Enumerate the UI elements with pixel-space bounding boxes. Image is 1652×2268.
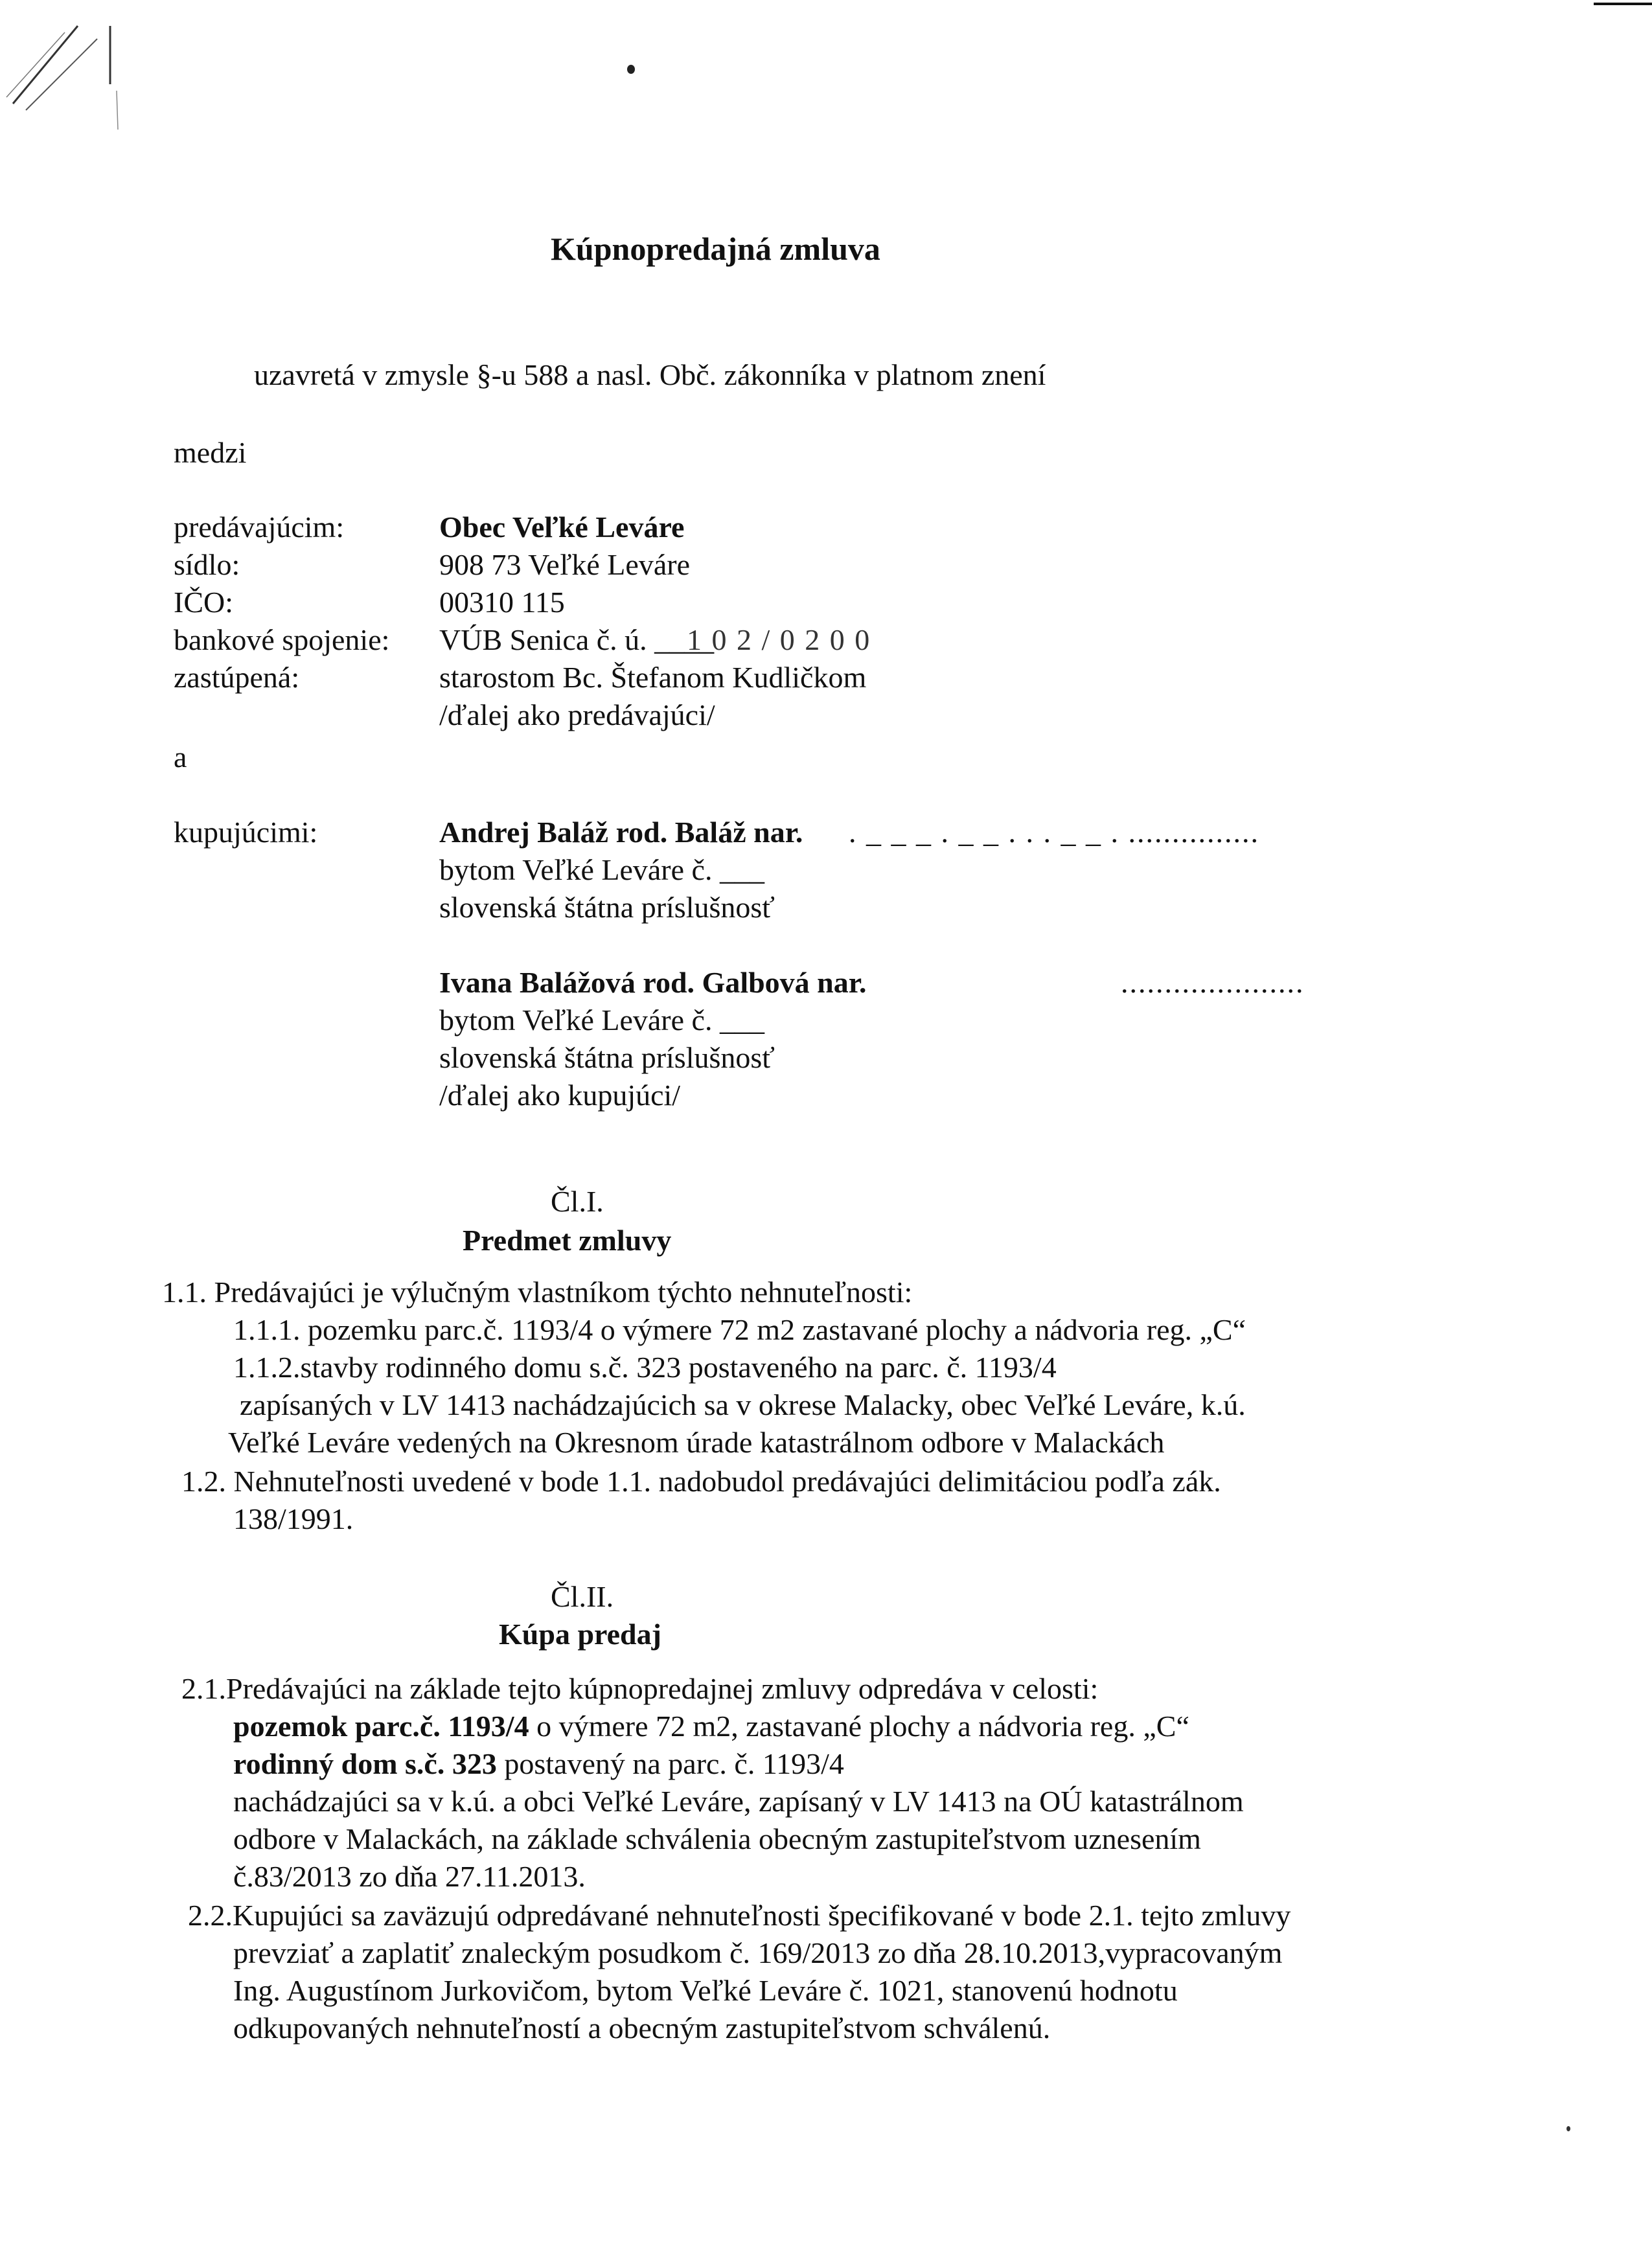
- scan-top-right-line: [1594, 0, 1652, 13]
- ico-label: IČO:: [174, 586, 233, 619]
- article2-line: nachádzajúci sa v k.ú. a obci Veľké Leváre, zapísaný v LV 1413 na OÚ katastrálnom: [233, 1785, 1244, 1818]
- house-parcel-desc: postavený na parc. č. 1193/4: [496, 1747, 844, 1780]
- article1-title: Predmet zmluvy: [463, 1224, 672, 1257]
- buyer2-address: bytom Veľké Leváre č. ___: [439, 1003, 764, 1037]
- buyers-label: kupujúcimi:: [174, 816, 318, 849]
- seat-label: sídlo:: [174, 548, 240, 581]
- buyer2-citizenship: slovenská štátna príslušnosť: [439, 1041, 775, 1074]
- buyers-alias: /ďalej ako kupujúci/: [439, 1079, 681, 1112]
- legal-basis: uzavretá v zmysle §-u 588 a nasl. Obč. zákonníka v platnom znení: [254, 358, 1046, 391]
- article2-line: 2.2.Kupujúci sa zaväzujú odpredávané nehnuteľnosti špecifikované v bode 2.1. tejto zmluvy: [188, 1899, 1291, 1932]
- bank-label: bankové spojenie:: [174, 623, 390, 656]
- represented-label: zastúpená:: [174, 661, 300, 694]
- bank-redacted-account: 1 0 2 / 0 2 0 0: [687, 623, 871, 656]
- article1-line: 1.1.2.stavby rodinného domu s.č. 323 postaveného na parc. č. 1193/4: [233, 1351, 1057, 1384]
- seller-alias: /ďalej ako predávajúci/: [439, 698, 715, 731]
- article1-number: Čl.I.: [551, 1185, 604, 1218]
- article2-line: Ing. Augustínom Jurkovičom, bytom Veľké Leváre č. 1021, stanovenú hodnotu: [233, 1974, 1178, 2007]
- and-label: a: [174, 740, 187, 773]
- buyer2-redacted: .....................: [1121, 966, 1305, 999]
- article2-line: [233, 1708, 1189, 1745]
- article2-line: č.83/2013 zo dňa 27.11.2013.: [233, 1860, 586, 1893]
- ico-value: 00310 115: [439, 586, 565, 619]
- represented-value: starostom Bc. Štefanom Kudličkom: [439, 661, 867, 694]
- seat-value: 908 73 Veľké Leváre: [439, 548, 690, 581]
- article2-line: [233, 1745, 844, 1783]
- document-title: Kúpnopredajná zmluva: [551, 231, 880, 267]
- buyer1-address: bytom Veľké Leváre č. ___: [439, 853, 764, 886]
- buyer1-name: Andrej Baláž rod. Baláž nar.: [439, 816, 803, 849]
- between-label: medzi: [174, 436, 247, 469]
- article2-line: 2.1.Predávajúci na základe tejto kúpnopredajnej zmluvy odpredáva v celosti:: [181, 1672, 1099, 1705]
- seller-name: Obec Veľké Leváre: [439, 510, 685, 544]
- article2-title: Kúpa predaj: [499, 1618, 661, 1651]
- scan-speck: [1566, 2126, 1570, 2131]
- buyer1-citizenship: slovenská štátna príslušnosť: [439, 891, 775, 924]
- seller-label: predávajúcim:: [174, 510, 345, 544]
- land-parcel: pozemok parc.č. 1193/4: [233, 1710, 529, 1743]
- article2-line: prevziať a zaplatiť znaleckým posudkom č. 169/2013 zo dňa 28.10.2013,vypracovaným: [233, 1936, 1283, 1969]
- buyer1-redacted: . _ _ _ . _ _ . . . _ _ . ...............: [849, 816, 1259, 849]
- house-parcel: rodinný dom s.č. 323: [233, 1747, 497, 1780]
- article1-line: 1.1. Predávajúci je výlučným vlastníkom týchto nehnuteľnosti:: [162, 1276, 913, 1309]
- article2-line: odbore v Malackách, na základe schválenia obecným zastupiteľstvom uznesením: [233, 1822, 1201, 1855]
- article2-line: odkupovaných nehnuteľností a obecným zastupiteľstvom schválenú.: [233, 2011, 1051, 2045]
- scan-speck: [627, 65, 635, 74]
- land-parcel-desc: o výmere 72 m2, zastavané plochy a nádvoria reg. „C“: [529, 1710, 1189, 1743]
- article1-line: 1.1.1. pozemku parc.č. 1193/4 o výmere 72 m2 zastavané plochy a nádvoria reg. „C“: [233, 1313, 1246, 1346]
- bank-value: VÚB Senica č. ú. ____: [439, 623, 715, 656]
- article1-line: 1.2. Nehnuteľnosti uvedené v bode 1.1. nadobudol predávajúci delimitáciou podľa zák.: [181, 1465, 1221, 1498]
- scan-corner-marks: [0, 0, 168, 143]
- article1-line: 138/1991.: [233, 1502, 354, 1535]
- article1-line: Veľké Leváre vedených na Okresnom úrade katastrálnom odbore v Malackách: [228, 1426, 1165, 1459]
- buyer2-name: Ivana Balážová rod. Galbová nar.: [439, 966, 867, 999]
- article1-line: zapísaných v LV 1413 nachádzajúcich sa v okrese Malacky, obec Veľké Leváre, k.ú.: [240, 1388, 1246, 1421]
- article2-number: Čl.II.: [551, 1580, 614, 1613]
